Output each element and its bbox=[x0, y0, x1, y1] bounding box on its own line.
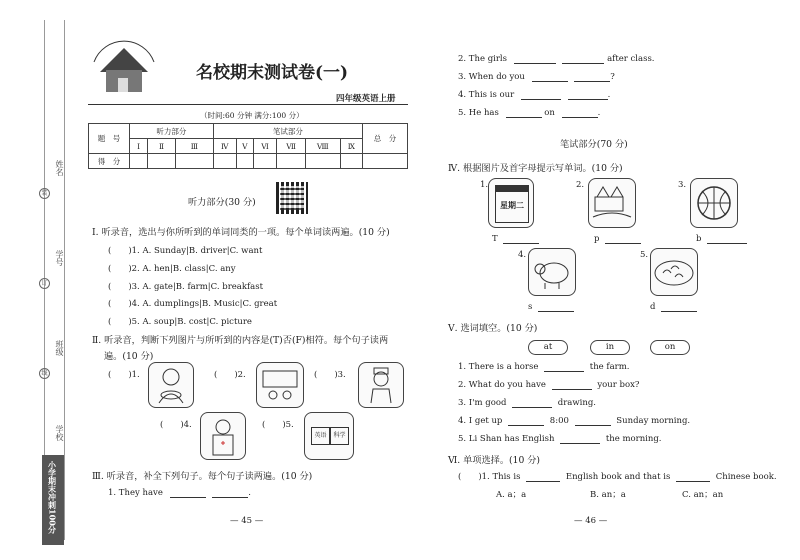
word-option[interactable]: on bbox=[650, 340, 690, 355]
q3-item-text: . bbox=[597, 108, 601, 118]
grade-label: 四年级英语上册 bbox=[336, 94, 396, 104]
picture-parade bbox=[588, 178, 636, 228]
q3-item bbox=[458, 108, 600, 118]
picture-sheep bbox=[528, 248, 576, 296]
q4-letter-row bbox=[492, 234, 539, 244]
q5-item bbox=[458, 362, 629, 372]
q5-item bbox=[458, 398, 596, 408]
answer-blank[interactable] bbox=[661, 302, 697, 312]
roman-numeral: Ⅱ bbox=[148, 139, 176, 154]
q6-choice[interactable]: C. an；an bbox=[682, 490, 724, 500]
q2-title-cont: 遍。(10 分) bbox=[104, 351, 154, 362]
parade-icon bbox=[589, 179, 635, 227]
q4-letter-row bbox=[696, 234, 747, 244]
q6-title: Ⅵ. 单项选择。(10 分) bbox=[448, 455, 540, 466]
q3-item-text: after class. bbox=[607, 54, 655, 64]
q3-item-text: on bbox=[544, 108, 555, 118]
q3-item-text: . bbox=[607, 90, 611, 100]
q5-item bbox=[458, 416, 690, 426]
listening-header: 听力部分(30 分) bbox=[188, 197, 256, 208]
q6-item-text: Chinese book. bbox=[715, 472, 777, 482]
score-cell[interactable] bbox=[236, 154, 253, 169]
page-number-left: — 45 — bbox=[230, 516, 264, 526]
label-class: 班级 bbox=[55, 340, 64, 356]
q1-row: ( )5. A. soup|B. cost|C. picture bbox=[108, 317, 252, 327]
sheep-icon bbox=[529, 249, 575, 295]
answer-blank[interactable] bbox=[503, 234, 539, 244]
q4-letter-row bbox=[650, 302, 697, 312]
q5-item-text: 8:00 bbox=[549, 416, 569, 426]
binding-margin bbox=[0, 0, 78, 560]
picture-basketball bbox=[690, 178, 738, 228]
q5-item-text: 5. Li Shan has English bbox=[458, 434, 555, 444]
answer-blank[interactable] bbox=[676, 472, 710, 482]
q6-item bbox=[458, 470, 777, 482]
answer-blank[interactable] bbox=[574, 72, 610, 82]
q2-item-label: ( )2. bbox=[214, 370, 246, 380]
roman-numeral: Ⅸ bbox=[340, 139, 362, 154]
q3-item-text: 2. The girls bbox=[458, 54, 507, 64]
book-label: 科学 bbox=[330, 427, 349, 445]
basketball-icon bbox=[691, 179, 737, 227]
q5-item-text: 2. What do you have bbox=[458, 380, 546, 390]
answer-blank[interactable] bbox=[514, 54, 556, 64]
word-option[interactable]: in bbox=[590, 340, 630, 355]
page-title: 名校期末测试卷(一) bbox=[196, 63, 349, 83]
house-logo-icon bbox=[88, 32, 160, 104]
answer-blank[interactable] bbox=[552, 380, 592, 390]
score-cell[interactable] bbox=[176, 154, 214, 169]
answer-blank[interactable] bbox=[526, 472, 560, 482]
q3-item bbox=[458, 72, 615, 82]
answer-blank[interactable] bbox=[707, 234, 747, 244]
roman-numeral: Ⅴ bbox=[236, 139, 253, 154]
q4-letter: s bbox=[528, 302, 533, 312]
divider bbox=[88, 104, 408, 105]
q5-title: Ⅴ. 选词填空。(10 分) bbox=[448, 323, 538, 334]
bind-mark: 装 bbox=[39, 188, 50, 199]
dumplings-icon bbox=[651, 249, 697, 295]
brand-strip bbox=[42, 455, 64, 545]
q3-item-text: 5. He has bbox=[458, 108, 499, 118]
q3-item bbox=[458, 54, 655, 64]
page-number-right: — 46 — bbox=[574, 516, 608, 526]
q6-choice[interactable]: B. an；a bbox=[590, 490, 626, 500]
q2-title: Ⅱ. 听录音，判断下列图片与所听到的内容是(T)否(F)相符。每个句子读两 bbox=[92, 335, 389, 346]
q4-letter-row bbox=[528, 302, 574, 312]
q4-number: 2. bbox=[576, 180, 585, 190]
q1-row: ( )2. A. hen|B. class|C. any bbox=[108, 264, 236, 274]
q1-row: ( )4. A. dumplings|B. Music|C. great bbox=[108, 299, 278, 309]
answer-blank[interactable] bbox=[562, 108, 598, 118]
girl-eating-icon bbox=[149, 363, 193, 407]
q1-title: Ⅰ. 听录音，选出与你所听到的单词同类的一项。每个单词读两遍。(10 分) bbox=[92, 227, 390, 238]
chef-icon bbox=[359, 363, 403, 407]
classroom-icon bbox=[257, 363, 303, 407]
q3-item-text: 3. When do you bbox=[458, 72, 525, 82]
q3-title: Ⅲ. 听录音，补全下列句子。每个句子读两遍。(10 分) bbox=[92, 471, 313, 482]
bind-mark: 订 bbox=[39, 278, 50, 289]
answer-blank[interactable] bbox=[575, 416, 611, 426]
roman-numeral: Ⅶ bbox=[277, 139, 306, 154]
q4-title: Ⅳ. 根据图片及首字母提示写单词。(10 分) bbox=[448, 163, 623, 174]
calendar-icon bbox=[495, 185, 529, 223]
score-cell[interactable] bbox=[277, 154, 306, 169]
q5-item bbox=[458, 434, 662, 444]
picture-classroom bbox=[256, 362, 304, 408]
logo bbox=[88, 32, 160, 104]
answer-blank[interactable] bbox=[538, 302, 574, 312]
score-row-label: 得 分 bbox=[89, 154, 130, 169]
bind-mark: 线 bbox=[39, 368, 50, 379]
picture-dumplings bbox=[650, 248, 698, 296]
label-name: 姓名 bbox=[55, 160, 64, 176]
answer-blank[interactable] bbox=[568, 90, 608, 100]
q3-item: 1. They have . bbox=[108, 488, 251, 498]
q6-item-text: ( )1. This is bbox=[458, 472, 521, 482]
picture-noodles bbox=[148, 362, 194, 408]
q4-number: 5. bbox=[640, 250, 649, 260]
roman-numeral: Ⅳ bbox=[213, 139, 236, 154]
q3-item-text: 1. They have bbox=[108, 488, 163, 498]
score-header-written: 笔试部分 bbox=[213, 124, 362, 139]
roman-numeral: Ⅵ bbox=[254, 139, 277, 154]
q3-item-text: 4. This is our bbox=[458, 90, 515, 100]
score-table bbox=[88, 123, 408, 169]
q2-item-label: ( )5. bbox=[262, 420, 294, 430]
score-cell[interactable] bbox=[130, 154, 148, 169]
score-header-listening: 听力部分 bbox=[130, 124, 214, 139]
roman-numeral: Ⅰ bbox=[130, 139, 148, 154]
score-cell[interactable] bbox=[254, 154, 277, 169]
q3-item-text: ? bbox=[610, 72, 615, 82]
q3-item bbox=[458, 90, 610, 100]
q4-number: 4. bbox=[518, 250, 527, 260]
q5-item-text: the morning. bbox=[605, 434, 662, 444]
score-cell[interactable] bbox=[305, 154, 340, 169]
label-school: 学校 bbox=[55, 425, 64, 441]
answer-blank[interactable] bbox=[544, 362, 584, 372]
book-label: 英语 bbox=[311, 427, 330, 445]
score-cell[interactable] bbox=[340, 154, 362, 169]
picture-calendar bbox=[488, 178, 534, 228]
q5-item-text: 4. I get up bbox=[458, 416, 503, 426]
score-header: 题 号 bbox=[89, 124, 130, 154]
calendar-text: 星期二 bbox=[500, 200, 524, 210]
score-header-total: 总 分 bbox=[363, 124, 408, 154]
q4-letter: b bbox=[696, 234, 702, 244]
score-cell-total[interactable] bbox=[363, 154, 408, 169]
q5-item-text: Sunday morning. bbox=[616, 416, 691, 426]
q4-letter: T bbox=[492, 234, 498, 244]
answer-blank[interactable] bbox=[521, 90, 561, 100]
picture-chef bbox=[358, 362, 404, 408]
doctor-icon bbox=[201, 413, 245, 459]
q1-row: ( )1. A. Sunday|B. driver|C. want bbox=[108, 246, 263, 256]
q2-item-label: ( )4. bbox=[160, 420, 192, 430]
q6-item-text: English book and that is bbox=[565, 472, 671, 482]
roman-numeral: Ⅷ bbox=[305, 139, 340, 154]
label-student-id: 学号 bbox=[55, 250, 64, 266]
qr-code-icon bbox=[276, 182, 308, 214]
binding-line bbox=[64, 20, 65, 540]
roman-numeral: Ⅲ bbox=[176, 139, 214, 154]
score-cell[interactable] bbox=[213, 154, 236, 169]
q2-item-label: ( )3. bbox=[314, 370, 346, 380]
answer-blank[interactable] bbox=[562, 54, 604, 64]
time-info: （时间:60 分钟 满分:100 分） bbox=[200, 111, 304, 120]
q5-item-text: the farm. bbox=[589, 362, 630, 372]
q6-choice[interactable]: A. a；a bbox=[496, 490, 527, 500]
answer-blank[interactable] bbox=[605, 234, 641, 244]
word-option[interactable]: at bbox=[528, 340, 568, 355]
answer-blank[interactable] bbox=[512, 398, 552, 408]
answer-blank[interactable] bbox=[212, 488, 248, 498]
q4-letter: d bbox=[650, 302, 656, 312]
picture-doctor bbox=[200, 412, 246, 460]
q1-row: ( )3. A. gate|B. farm|C. breakfast bbox=[108, 282, 264, 292]
q5-item bbox=[458, 380, 639, 390]
q5-item-text: 3. I'm good bbox=[458, 398, 507, 408]
answer-blank[interactable] bbox=[532, 72, 568, 82]
q5-item-text: drawing. bbox=[557, 398, 596, 408]
q4-number: 1. bbox=[480, 180, 489, 190]
score-cell[interactable] bbox=[148, 154, 176, 169]
written-header: 笔试部分(70 分) bbox=[560, 139, 628, 150]
q5-item-text: 1. There is a horse bbox=[458, 362, 539, 372]
answer-blank[interactable] bbox=[170, 488, 206, 498]
q4-letter: p bbox=[594, 234, 600, 244]
picture-books bbox=[304, 412, 354, 460]
answer-blank[interactable] bbox=[560, 434, 600, 444]
answer-blank[interactable] bbox=[508, 416, 544, 426]
q5-item-text: your box? bbox=[597, 380, 640, 390]
q2-item-label: ( )1. bbox=[108, 370, 140, 380]
answer-blank[interactable] bbox=[506, 108, 542, 118]
brand-text: 小学期末冲刺100分 bbox=[47, 461, 58, 534]
q4-number: 3. bbox=[678, 180, 687, 190]
q4-letter-row bbox=[594, 234, 641, 244]
